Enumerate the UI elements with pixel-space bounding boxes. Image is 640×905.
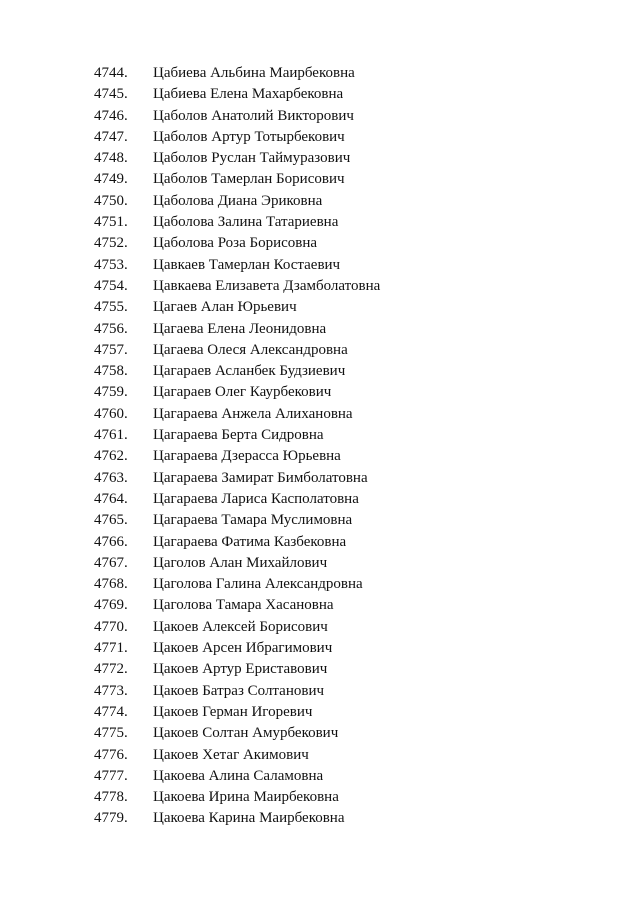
entry-name: Цаголова Тамара Хасановна: [153, 597, 334, 614]
entry-number: 4767.: [94, 554, 128, 571]
entry-name: Цаболова Роза Борисовна: [153, 235, 318, 252]
list-item: [0, 255, 640, 276]
numbered-name-list: [0, 63, 640, 830]
entry-name: Цаболов Руслан Таймуразович: [153, 150, 351, 167]
entry-number: 4762.: [94, 448, 128, 465]
list-item: [0, 723, 640, 744]
entry-number: 4756.: [94, 320, 128, 337]
entry-name: Цакоева Карина Маирбековна: [153, 810, 345, 827]
entry-name: Цагаева Олеся Александровна: [153, 341, 348, 358]
entry-number: 4754.: [94, 277, 128, 294]
list-item: [0, 212, 640, 233]
list-item: [0, 233, 640, 254]
list-item: [0, 276, 640, 297]
list-item: [0, 510, 640, 531]
entry-number: 4779.: [94, 810, 128, 827]
entry-number: 4744.: [94, 65, 128, 81]
entry-number: 4751.: [94, 214, 128, 231]
entry-name: Цаголов Алан Михайлович: [153, 554, 328, 571]
list-item: [0, 808, 640, 829]
list-item: [0, 681, 640, 702]
list-item: [0, 468, 640, 489]
entry-name: Цаболова Диана Эриковна: [153, 192, 323, 209]
list-item: [0, 574, 640, 595]
list-item: [0, 361, 640, 382]
entry-name: Цакоев Арсен Ибрагимович: [153, 640, 333, 657]
entry-name: Цакоев Батраз Солтанович: [153, 682, 325, 699]
entry-name: Цагараева Лариса Касполатовна: [153, 490, 359, 507]
entry-name: Цавкаева Елизавета Дзамболатовна: [153, 277, 381, 294]
entry-name: Цагараева Фатима Казбековна: [153, 533, 347, 550]
list-item: [0, 148, 640, 169]
entry-name: Цакоева Ирина Маирбековна: [153, 789, 339, 806]
entry-name: Цакоев Хетаг Акимович: [153, 746, 309, 763]
entry-number: 4763.: [94, 469, 128, 486]
entry-number: 4774.: [94, 703, 128, 720]
entry-number: 4764.: [94, 490, 128, 507]
entry-name: Цакоев Артур Ериставович: [153, 661, 328, 678]
entry-number: 4745.: [94, 86, 128, 103]
list-item: [0, 659, 640, 680]
entry-number: 4773.: [94, 682, 128, 699]
list-item: [0, 766, 640, 787]
entry-number: 4746.: [94, 107, 128, 124]
entry-name: Цаголова Галина Александровна: [153, 576, 363, 593]
entry-number: 4753.: [94, 256, 128, 273]
list-item: [0, 319, 640, 340]
entry-number: 4765.: [94, 512, 128, 529]
list-item: [0, 745, 640, 766]
entry-name: Цаболов Артур Тотырбекович: [153, 128, 345, 145]
entry-name: Цагараева Берта Сидровна: [153, 427, 324, 444]
entry-number: 4778.: [94, 789, 128, 806]
list-item: [0, 638, 640, 659]
list-item: [0, 404, 640, 425]
entry-number: 4759.: [94, 384, 128, 401]
entry-number: 4747.: [94, 128, 128, 145]
entry-number: 4755.: [94, 299, 128, 316]
entry-name: Цаболов Анатолий Викторович: [153, 107, 354, 124]
list-item: [0, 84, 640, 105]
entry-name: Цакоев Алексей Борисович: [153, 618, 328, 635]
entry-number: 4748.: [94, 150, 128, 167]
entry-name: Цаболова Залина Татариевна: [153, 214, 339, 231]
entry-name: Цагаев Алан Юрьевич: [153, 299, 297, 316]
entry-name: Цагараева Тамара Муслимовна: [153, 512, 353, 529]
list-item: [0, 617, 640, 638]
list-item: [0, 425, 640, 446]
entry-number: 4769.: [94, 597, 128, 614]
entry-number: 4772.: [94, 661, 128, 678]
list-item: [0, 382, 640, 403]
entry-name: Цаболов Тамерлан Борисович: [153, 171, 345, 188]
entry-number: 4766.: [94, 533, 128, 550]
entry-name: Цагараева Анжела Алихановна: [153, 405, 353, 422]
list-item: [0, 489, 640, 510]
entry-name: Цагараев Олег Каурбекович: [153, 384, 332, 401]
list-item: [0, 787, 640, 808]
list-item: [0, 169, 640, 190]
list-item: [0, 106, 640, 127]
entry-name: Цакоев Герман Игоревич: [153, 703, 313, 720]
entry-number: 4757.: [94, 341, 128, 358]
entry-name: Цагараева Замират Бимболатовна: [153, 469, 368, 486]
list-item: [0, 340, 640, 361]
entry-name: Цагаева Елена Леонидовна: [153, 320, 327, 337]
entry-name: Цабиева Альбина Маирбековна: [153, 65, 355, 81]
entry-number: 4771.: [94, 640, 128, 657]
entry-name: Цагараев Асланбек Будзиевич: [153, 363, 346, 380]
list-item: [0, 532, 640, 553]
entry-name: Цабиева Елена Махарбековна: [153, 86, 344, 103]
entry-number: 4752.: [94, 235, 128, 252]
entry-name: Цакоева Алина Саламовна: [153, 767, 324, 784]
entry-name: Цавкаев Тамерлан Костаевич: [153, 256, 341, 273]
list-item: [0, 297, 640, 318]
entry-number: 4775.: [94, 725, 128, 742]
entry-number: 4761.: [94, 427, 128, 444]
entry-number: 4749.: [94, 171, 128, 188]
entry-number: 4750.: [94, 192, 128, 209]
list-item: [0, 595, 640, 616]
entry-number: 4760.: [94, 405, 128, 422]
entry-number: 4758.: [94, 363, 128, 380]
entry-name: Цакоев Солтан Амурбекович: [153, 725, 339, 742]
list-item: [0, 446, 640, 467]
list-item: [0, 191, 640, 212]
entry-number: 4768.: [94, 576, 128, 593]
list-item: [0, 127, 640, 148]
entry-number: 4770.: [94, 618, 128, 635]
entry-name: Цагараева Дзерасса Юрьевна: [153, 448, 341, 465]
list-item: [0, 63, 640, 84]
entry-number: 4777.: [94, 767, 128, 784]
list-item: [0, 553, 640, 574]
list-item: [0, 702, 640, 723]
entry-number: 4776.: [94, 746, 128, 763]
